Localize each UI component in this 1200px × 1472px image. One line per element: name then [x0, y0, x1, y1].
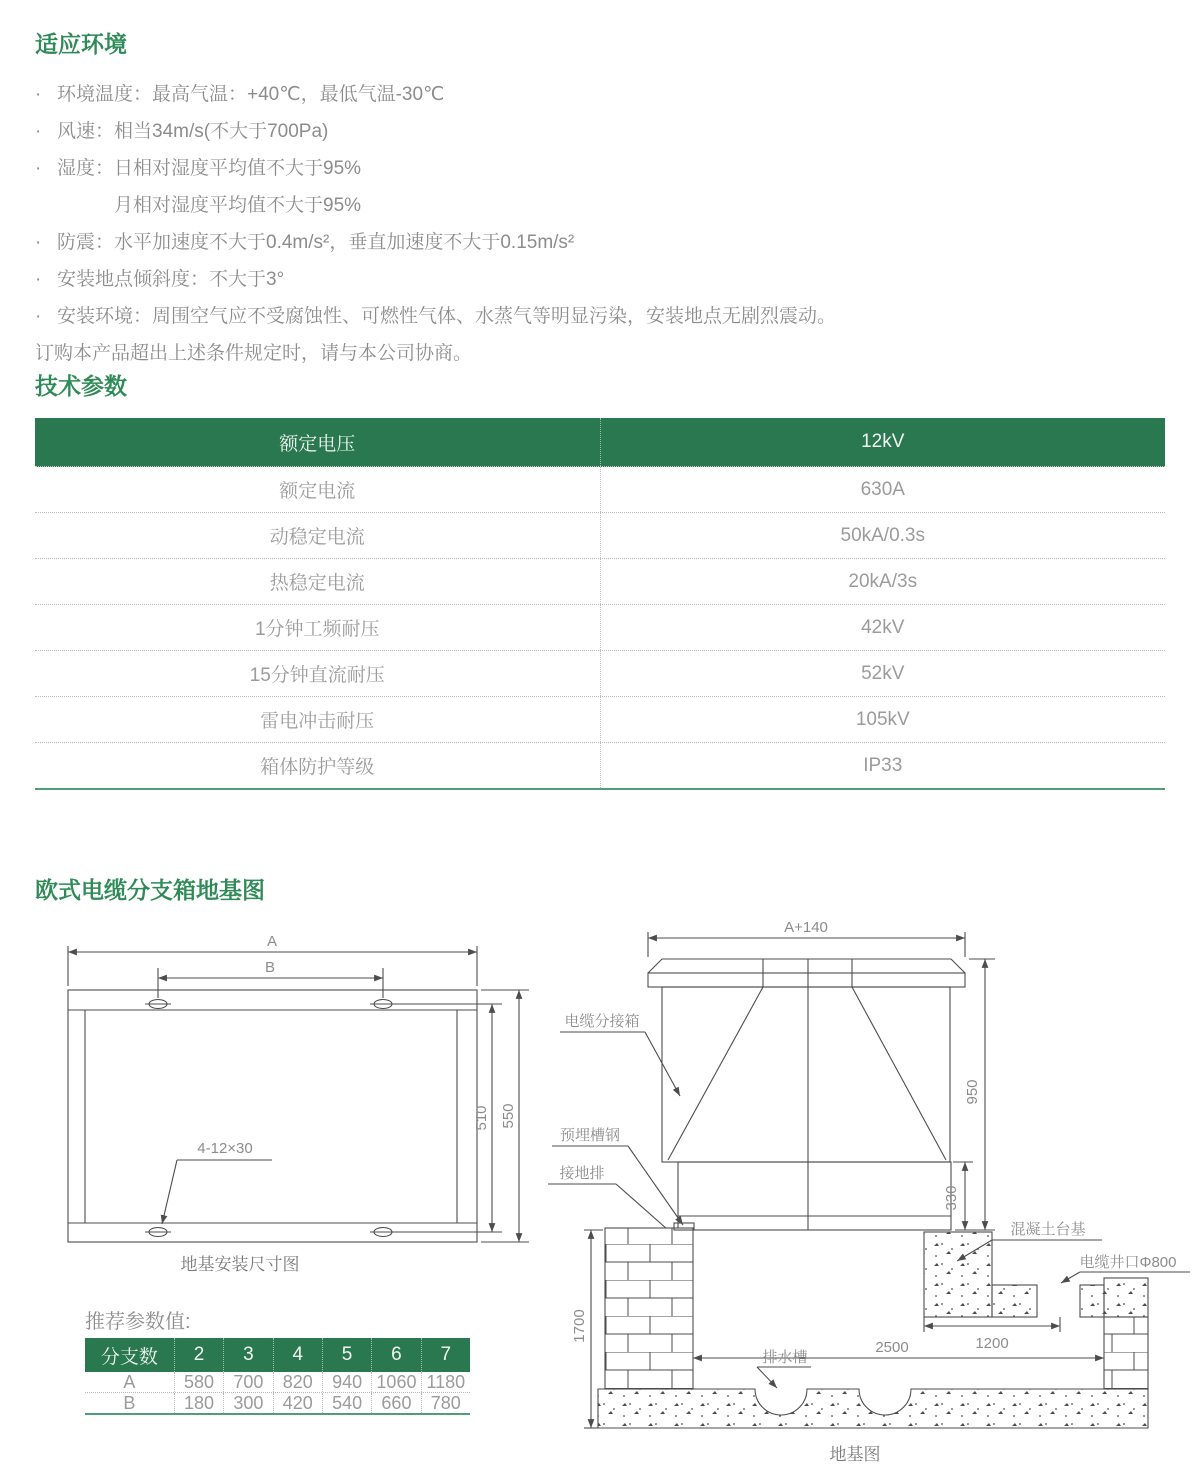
- left-brick-wall: [605, 1228, 693, 1389]
- table-row: [35, 605, 1165, 651]
- dim-label-510: 510: [473, 1105, 490, 1131]
- drainage-channel-label: 排水槽: [762, 1349, 808, 1366]
- header-cell: 分支数: [100, 1346, 158, 1368]
- table-row: [35, 467, 1165, 513]
- plan-outer-frame: [68, 990, 477, 1242]
- list-item: [35, 187, 1175, 224]
- list-item: [35, 261, 1175, 298]
- cable-branch-box-label: 电缆分接箱: [564, 1013, 640, 1030]
- right-brick-block: [1104, 1317, 1148, 1389]
- cell-value: 300: [223, 1393, 272, 1413]
- bullet-dot: ·: [35, 158, 42, 179]
- grounding-bar-label: 接地排: [559, 1165, 605, 1182]
- embedded-channel-steel-label: 预埋槽钢: [559, 1127, 621, 1144]
- cell-value: 1060: [371, 1372, 420, 1392]
- table-header-row: [35, 418, 1165, 467]
- param-name: 动稳定电流: [269, 527, 365, 548]
- header-cell: 2: [174, 1338, 223, 1372]
- cable-well-label: 电缆井口Φ800: [1079, 1254, 1177, 1271]
- cell-value: 780: [421, 1393, 470, 1413]
- env-item-text: 月相对湿度平均值不大于95%: [114, 195, 362, 216]
- recommend-table: [85, 1338, 470, 1415]
- cell-value: 540: [322, 1393, 371, 1413]
- plan-caption: 地基安装尺寸图: [180, 1255, 300, 1274]
- list-item: [35, 150, 1175, 187]
- param-name: 雷电冲击耐压: [260, 711, 375, 732]
- bolt-slot-icon: [145, 1000, 396, 1237]
- env-item-text: 防震：水平加速度不大于0.4m/s²，垂直加速度不大于0.15m/s²: [57, 232, 575, 253]
- table-row: [35, 651, 1165, 697]
- bottom-concrete-strip: [598, 1389, 1148, 1428]
- table-row: [85, 1393, 470, 1413]
- recommend-label: 推荐参数值:: [85, 1311, 191, 1333]
- dim-label-550: 550: [500, 1103, 517, 1129]
- table-row: [85, 1372, 470, 1393]
- elevation-caption: 地基图: [829, 1445, 881, 1464]
- header-cell: 7: [421, 1338, 470, 1372]
- list-item: [35, 335, 1175, 372]
- env-item-text: 环境温度：最高气温：+40℃，最低气温-30℃: [57, 84, 445, 105]
- env-item-text: 订购本产品超出上述条件规定时，请与本公司协商。: [35, 343, 473, 364]
- param-value: 630A: [600, 467, 1166, 512]
- param-value: 50kA/0.3s: [600, 513, 1166, 558]
- bullet-dot: ·: [35, 121, 42, 142]
- table-row: [35, 513, 1165, 559]
- bullet-dot: ·: [35, 269, 42, 290]
- table-row: [35, 697, 1165, 743]
- header-cell: 3: [223, 1338, 272, 1372]
- bullet-dot: ·: [35, 306, 42, 327]
- dim-label-B: B: [264, 959, 276, 976]
- cabinet-body: [662, 959, 950, 1230]
- cell-value: 940: [322, 1372, 371, 1392]
- param-value: IP33: [600, 743, 1166, 788]
- param-value: 20kA/3s: [600, 559, 1166, 604]
- env-item-text: 安装环境：周围空气应不受腐蚀性、可燃性气体、水蒸气等明显污染，安装地点无剧烈震动。: [57, 306, 837, 327]
- foundation-plan-diagram: [40, 920, 540, 1280]
- bolt-callout-label: 4-12×30: [197, 1140, 253, 1157]
- dim-label-330: 330: [943, 1185, 960, 1211]
- foundation-elevation-diagram: [540, 920, 1200, 1472]
- param-name: 1分钟工频耐压: [254, 619, 380, 640]
- table-row: [35, 559, 1165, 605]
- row-name: A: [123, 1371, 136, 1392]
- dim-label-950: 950: [964, 1079, 981, 1105]
- cell-value: 1180: [421, 1372, 470, 1392]
- env-item-text: 湿度：日相对湿度平均值不大于95%: [57, 158, 362, 179]
- env-section-title: 适应环境: [35, 31, 127, 57]
- cabinet-base: [678, 1162, 951, 1230]
- row-name: B: [123, 1392, 136, 1413]
- cabinet-cap: [648, 959, 965, 987]
- dim-label-1700: 1700: [571, 1309, 588, 1343]
- header-cell: 4: [273, 1338, 322, 1372]
- concrete-platform: [924, 1232, 1148, 1317]
- param-value: 42kV: [600, 605, 1166, 650]
- dim-label-A: A: [266, 933, 278, 950]
- list-item: [35, 76, 1175, 113]
- cell-value: 660: [371, 1393, 420, 1413]
- env-item-text: 安装地点倾斜度：不大于3°: [57, 269, 285, 290]
- cell-value: 580: [174, 1372, 223, 1392]
- technical-parameters-table: [35, 418, 1165, 790]
- concrete-foundation-label: 混凝土台基: [1010, 1221, 1086, 1238]
- param-value: 52kV: [600, 651, 1166, 696]
- bullet-dot: ·: [35, 232, 42, 253]
- header-cell: 6: [371, 1338, 420, 1372]
- param-name: 额定电流: [279, 481, 356, 502]
- env-condition-list: [35, 76, 1175, 372]
- header-cell: 5: [322, 1338, 371, 1372]
- table-row: [35, 743, 1165, 788]
- param-name: 额定电压: [279, 433, 356, 455]
- param-value: 105kV: [600, 697, 1166, 742]
- recommend-header-row: [85, 1338, 470, 1372]
- cell-value: 420: [273, 1393, 322, 1413]
- foundation-section-title: 欧式电缆分支箱地基图: [35, 877, 265, 903]
- param-name: 热稳定电流: [269, 573, 365, 594]
- dim-label-1200: 1200: [975, 1335, 1009, 1352]
- cell-value: 820: [273, 1372, 322, 1392]
- bullet-dot: ·: [35, 84, 42, 105]
- env-item-text: 风速：相当34m/s(不大于700Pa): [57, 121, 329, 142]
- param-value: 12kV: [600, 418, 1166, 466]
- dim-label-2500: 2500: [875, 1339, 909, 1356]
- dim-label-A140: A+140: [784, 920, 828, 936]
- list-item: [35, 298, 1175, 335]
- list-item: [35, 224, 1175, 261]
- param-name: 箱体防护等级: [260, 757, 375, 778]
- cell-value: 180: [174, 1393, 223, 1413]
- params-section-title: 技术参数: [35, 373, 127, 399]
- param-name: 15分钟直流耐压: [249, 665, 385, 686]
- cell-value: 700: [223, 1372, 272, 1392]
- list-item: [35, 113, 1175, 150]
